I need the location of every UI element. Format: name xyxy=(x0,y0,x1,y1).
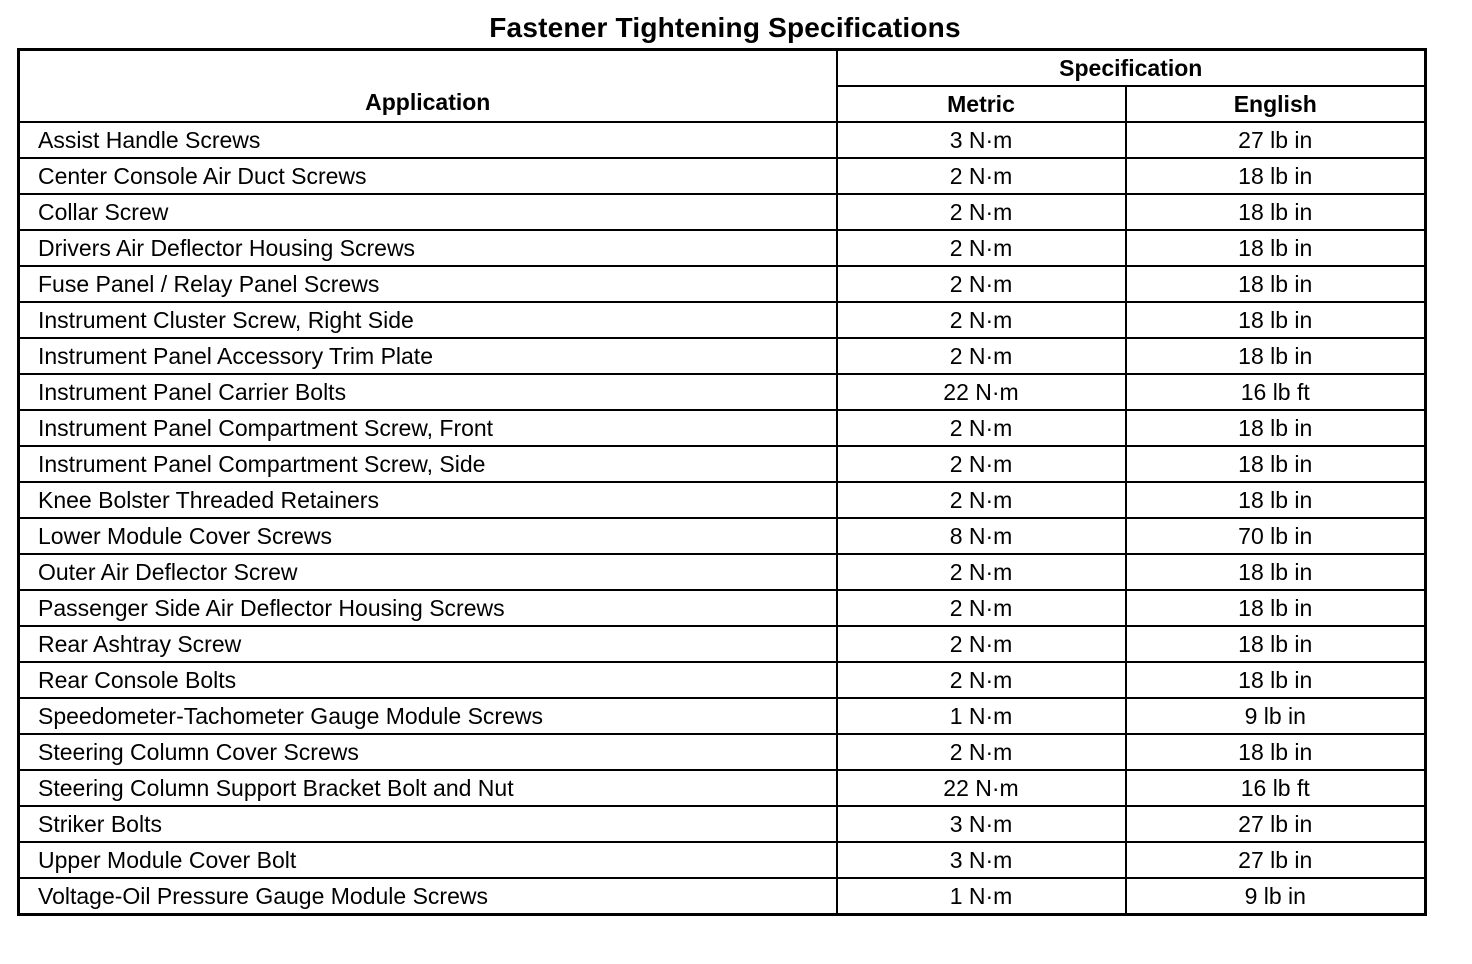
application-cell: Instrument Panel Compartment Screw, Front xyxy=(19,410,837,446)
english-cell: 18 lb in xyxy=(1126,734,1426,770)
application-cell: Lower Module Cover Screws xyxy=(19,518,837,554)
table-row xyxy=(19,122,1426,158)
metric-cell: 2 N·m xyxy=(837,302,1126,338)
table-row xyxy=(19,302,1426,338)
metric-cell: 3 N·m xyxy=(837,842,1126,878)
metric-cell: 2 N·m xyxy=(837,734,1126,770)
metric-cell: 2 N·m xyxy=(837,266,1126,302)
english-cell: 9 lb in xyxy=(1126,698,1426,734)
column-header-application: Application xyxy=(19,50,837,123)
table-row xyxy=(19,410,1426,446)
table-row xyxy=(19,878,1426,915)
application-cell: Steering Column Cover Screws xyxy=(19,734,837,770)
fastener-spec-table xyxy=(17,48,1427,916)
application-cell: Instrument Cluster Screw, Right Side xyxy=(19,302,837,338)
metric-cell: 2 N·m xyxy=(837,194,1126,230)
header-row-group xyxy=(19,50,1426,87)
application-cell: Rear Console Bolts xyxy=(19,662,837,698)
application-cell: Assist Handle Screws xyxy=(19,122,837,158)
application-cell: Fuse Panel / Relay Panel Screws xyxy=(19,266,837,302)
table-row xyxy=(19,734,1426,770)
metric-cell: 2 N·m xyxy=(837,590,1126,626)
application-cell: Steering Column Support Bracket Bolt and Nut xyxy=(19,770,837,806)
column-header-metric: Metric xyxy=(837,86,1126,122)
english-cell: 27 lb in xyxy=(1126,842,1426,878)
column-group-specification: Specification xyxy=(837,50,1426,87)
metric-cell: 8 N·m xyxy=(837,518,1126,554)
table-row xyxy=(19,482,1426,518)
table-body xyxy=(19,122,1426,915)
english-cell: 16 lb ft xyxy=(1126,374,1426,410)
table-row xyxy=(19,158,1426,194)
application-cell: Striker Bolts xyxy=(19,806,837,842)
english-cell: 18 lb in xyxy=(1126,446,1426,482)
application-cell: Outer Air Deflector Screw xyxy=(19,554,837,590)
english-cell: 18 lb in xyxy=(1126,410,1426,446)
metric-cell: 2 N·m xyxy=(837,662,1126,698)
english-cell: 27 lb in xyxy=(1126,806,1426,842)
table-row xyxy=(19,374,1426,410)
table-row xyxy=(19,554,1426,590)
english-cell: 18 lb in xyxy=(1126,302,1426,338)
table-row xyxy=(19,446,1426,482)
application-cell: Voltage-Oil Pressure Gauge Module Screws xyxy=(19,878,837,915)
english-cell: 16 lb ft xyxy=(1126,770,1426,806)
metric-cell: 2 N·m xyxy=(837,410,1126,446)
application-cell: Rear Ashtray Screw xyxy=(19,626,837,662)
metric-cell: 2 N·m xyxy=(837,158,1126,194)
metric-cell: 3 N·m xyxy=(837,122,1126,158)
application-cell: Drivers Air Deflector Housing Screws xyxy=(19,230,837,266)
table-row xyxy=(19,590,1426,626)
application-cell: Instrument Panel Carrier Bolts xyxy=(19,374,837,410)
english-cell: 18 lb in xyxy=(1126,554,1426,590)
metric-cell: 2 N·m xyxy=(837,626,1126,662)
english-cell: 18 lb in xyxy=(1126,194,1426,230)
table-row xyxy=(19,518,1426,554)
application-cell: Upper Module Cover Bolt xyxy=(19,842,837,878)
english-cell: 9 lb in xyxy=(1126,878,1426,915)
application-cell: Knee Bolster Threaded Retainers xyxy=(19,482,837,518)
english-cell: 18 lb in xyxy=(1126,482,1426,518)
metric-cell: 1 N·m xyxy=(837,878,1126,915)
metric-cell: 2 N·m xyxy=(837,554,1126,590)
english-cell: 18 lb in xyxy=(1126,662,1426,698)
metric-cell: 2 N·m xyxy=(837,482,1126,518)
metric-cell: 22 N·m xyxy=(837,374,1126,410)
english-cell: 18 lb in xyxy=(1126,230,1426,266)
english-cell: 27 lb in xyxy=(1126,122,1426,158)
application-cell: Center Console Air Duct Screws xyxy=(19,158,837,194)
column-header-english: English xyxy=(1126,86,1426,122)
table-row xyxy=(19,194,1426,230)
table-row xyxy=(19,338,1426,374)
table-row xyxy=(19,626,1426,662)
english-cell: 18 lb in xyxy=(1126,266,1426,302)
metric-cell: 2 N·m xyxy=(837,230,1126,266)
page-title: Fastener Tightening Specifications xyxy=(489,12,961,43)
table-row xyxy=(19,842,1426,878)
table-row xyxy=(19,770,1426,806)
metric-cell: 2 N·m xyxy=(837,338,1126,374)
metric-cell: 1 N·m xyxy=(837,698,1126,734)
application-cell: Passenger Side Air Deflector Housing Screws xyxy=(19,590,837,626)
table-row xyxy=(19,266,1426,302)
table-row xyxy=(19,662,1426,698)
table-row xyxy=(19,806,1426,842)
metric-cell: 22 N·m xyxy=(837,770,1126,806)
table-row xyxy=(19,698,1426,734)
application-cell: Instrument Panel Accessory Trim Plate xyxy=(19,338,837,374)
table-row xyxy=(19,230,1426,266)
english-cell: 18 lb in xyxy=(1126,338,1426,374)
english-cell: 18 lb in xyxy=(1126,590,1426,626)
application-cell: Instrument Panel Compartment Screw, Side xyxy=(19,446,837,482)
application-cell: Speedometer-Tachometer Gauge Module Screws xyxy=(19,698,837,734)
english-cell: 70 lb in xyxy=(1126,518,1426,554)
metric-cell: 3 N·m xyxy=(837,806,1126,842)
english-cell: 18 lb in xyxy=(1126,626,1426,662)
metric-cell: 2 N·m xyxy=(837,446,1126,482)
english-cell: 18 lb in xyxy=(1126,158,1426,194)
application-cell: Collar Screw xyxy=(19,194,837,230)
